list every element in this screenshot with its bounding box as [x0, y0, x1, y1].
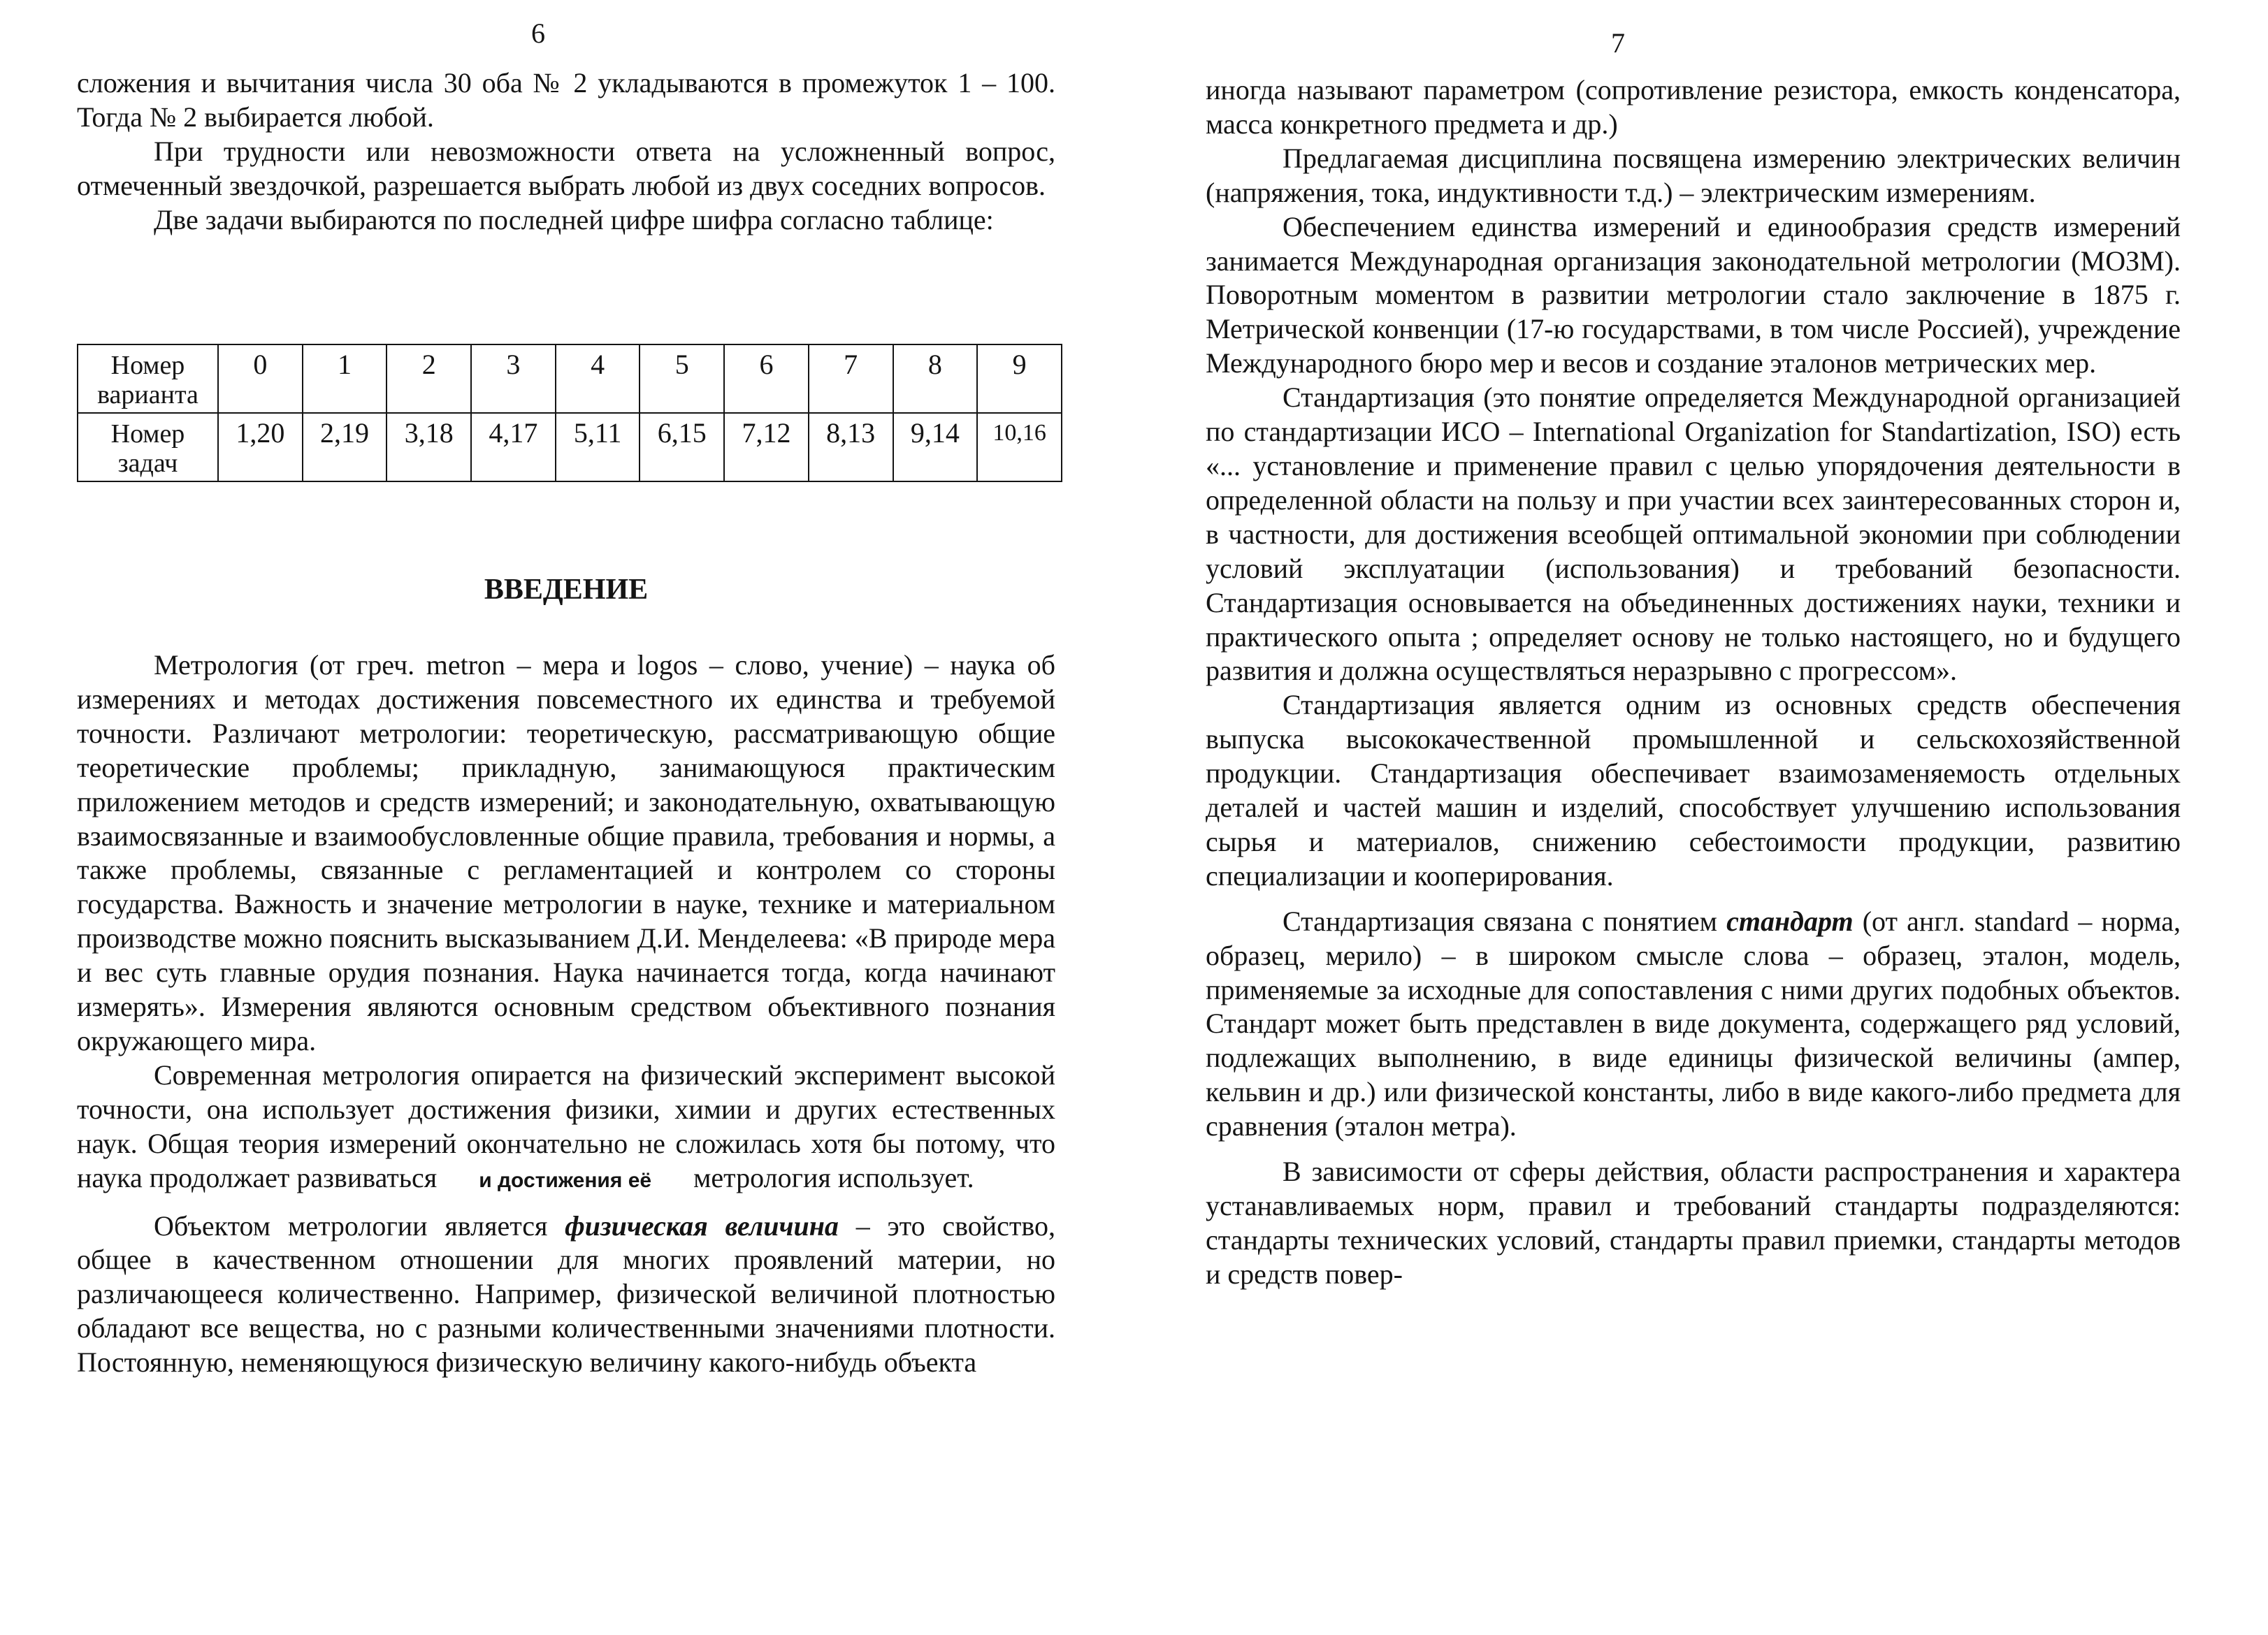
page-number-left: 6: [531, 17, 545, 49]
paragraph-metrology: Метрология (от греч. metron – мера и logos – слово, учение) – наука об измерениях и методах достижения повсеместного их единства и требуемой точности. Различают метрологии: теоретическую, рассматривающую общие теоретические проблемы; прикладную, занимающуюся практическим приложением методов и средств измерений; и законодательную, охватывающую взаимосвязанные и взаимообусловленные общие правила, требования и нормы, а также проблемы, связанные с регламентацией и контролем со стороны государства. Важность и значение метрологии в науке, технике и материальном производстве можно пояснить высказыванием Д.И. Менделеева: «В природе мера и вес суть главные орудия познания. Наука начинается тогда, когда начинают измерять». Измерения являются основным средством объективного познания окружающего мира.: [77, 649, 1055, 1056]
paragraph-modern-metrology: [77, 1059, 1055, 1198]
modern-insert: и достижения её: [479, 1168, 652, 1192]
variant-cell: 7: [809, 344, 893, 413]
paragraph-discipline: Предлагаемая дисциплина посвящена измерению электрических величин (напряжения, тока, индуктивности т.д.) – электрическим измерениям.: [1206, 142, 2181, 208]
right-page: [1206, 0, 2181, 1635]
task-cell: 5,11: [556, 413, 640, 481]
right-text: [1206, 73, 2181, 1292]
task-row-header: Номер задач: [78, 413, 218, 481]
task-cell: 3,18: [387, 413, 471, 481]
variant-cell: 8: [893, 344, 978, 413]
variant-cell: 9: [977, 344, 1062, 413]
object-after: – это свойство, общее в качественном отношении для многих проявлений материи, но различающееся количественно. Например, физической величиной плотностью обладают все вещества, но с разными количественными значениями плотности. Постоянную, неменяющуюся физическую величину какого-нибудь объекта: [77, 1209, 1056, 1379]
variant-cell: 2: [387, 344, 471, 413]
paragraph-table-intro: Две задачи выбираются по последней цифре шифра согласно таблице:: [154, 203, 994, 235]
paragraph-physical-quantity: [77, 1209, 1055, 1381]
term-standard: стандарт: [1726, 905, 1854, 937]
object-before: Объектом метрологии является: [154, 1209, 548, 1242]
variant-cell: 5: [640, 344, 724, 413]
task-row: [78, 413, 1062, 481]
task-cell: 10,16: [977, 413, 1062, 481]
paragraph-standard: [1206, 905, 2181, 1144]
page-number-right: 7: [1611, 27, 1625, 59]
paragraph-continuation: сложения и вычитания числа 30 оба № 2 укладываются в промежуток 1 – 100. Тогда № 2 выбирается любой.: [77, 67, 1055, 133]
task-cell: 8,13: [809, 413, 893, 481]
variant-row-header: Номер варианта: [78, 344, 218, 413]
modern-part2: метрология использует.: [693, 1161, 974, 1193]
task-cell: 9,14: [893, 413, 978, 481]
paragraph-standardization-means: Стандартизация является одним из основных средств обеспечения выпуска высококачественной промышленной и сельскохозяйственной продукции. Стандартизация обеспечивает взаимозаменяемость отдельных деталей и частей машин и изделий, способствует улучшению использования сырья и материалов, снижению себестоимости продукции, развитию специализации и кооперирования.: [1206, 689, 2181, 892]
standard-before: Стандартизация связана с понятием: [1283, 905, 1717, 937]
modern-part1: Современная метрология опирается на физический эксперимент высокой точности, она использует достижения физики, химии и других естественных наук. Общая теория измерений окончательно не сложилась хотя бы потому, что наука продолжает развиваться: [77, 1059, 1055, 1193]
task-cell: 2,19: [303, 413, 387, 481]
standard-after: (от англ. standard – норма, образец, мерило) – в широком смысле слова – образец, эталон, модель, применяемые за исходные для сопоставления с ними других подобных объектов. Стандарт может быть представлен в виде документа, содержащего ряд условий, подлежащих выполнению, в виде единицы физической величины (ампер, кельвин и др.) или физической константы, либо в виде какого-либо предмета для сравнения (эталон метра).: [1206, 905, 2181, 1142]
task-cell: 4,17: [471, 413, 556, 481]
term-physical-quantity: физическая величина: [565, 1209, 839, 1242]
task-cell: 6,15: [640, 413, 724, 481]
paragraph-oiml: Обеспечением единства измерений и единообразия средств измерений занимается Международная организация законодательной метрологии (МОЗМ). Поворотным моментом в развитии метрологии стало заключение в 1875 г. Метрической конвенции (17-ю государствами, в том числе Россией), учреждение Международного бюро мер и весов и создание эталонов метрических мер.: [1206, 210, 2181, 379]
paragraph-iso: Стандартизация (это понятие определяется Международной организацией по стандартизации ИСО – International Organization for Standartization, ISO) есть «... установление и применение правил с целью упорядочения деятельности в определенной области на пользу и при участии всех заинтересованных сторон и, в частности, для достижения всеобщей оптимальной экономии при соблюдении условий эксплуатации (использования) и требований безопасности. Стандартизация основывается на объединенных достижениях науки, техники и практического опыта ; определяет основу не только настоящего, но и будущего развития и должна осуществляться неразрывно с прогрессом».: [1206, 382, 2181, 687]
variant-cell: 1: [303, 344, 387, 413]
left-intro-text: [77, 573, 1055, 1380]
variant-cell: 6: [724, 344, 809, 413]
section-heading: ВВЕДЕНИЕ: [484, 574, 649, 606]
variant-table: [77, 344, 1062, 482]
variant-cell: 0: [218, 344, 303, 413]
variant-cell: 3: [471, 344, 556, 413]
left-top-text: [77, 66, 1055, 238]
left-page: [77, 0, 1055, 1635]
task-cell: 7,12: [724, 413, 809, 481]
task-cell: 1,20: [218, 413, 303, 481]
variant-row: [78, 344, 1062, 413]
paragraph-parameter: иногда называют параметром (сопротивление резистора, емкость конденсатора, масса конкретного предмета и др.): [1206, 74, 2181, 140]
paragraph-difficulty: При трудности или невозможности ответа на усложненный вопрос, отмеченный звездочкой, разрешается выбрать любой из двух соседних вопросов.: [77, 135, 1055, 201]
paragraph-standard-types: В зависимости от сферы действия, области распространения и характера устанавливаемых норм, правил и требований стандарты подразделяются: стандарты технических условий, стандарты правил приемки, стандарты методов и средств повер-: [1206, 1156, 2181, 1290]
variant-cell: 4: [556, 344, 640, 413]
